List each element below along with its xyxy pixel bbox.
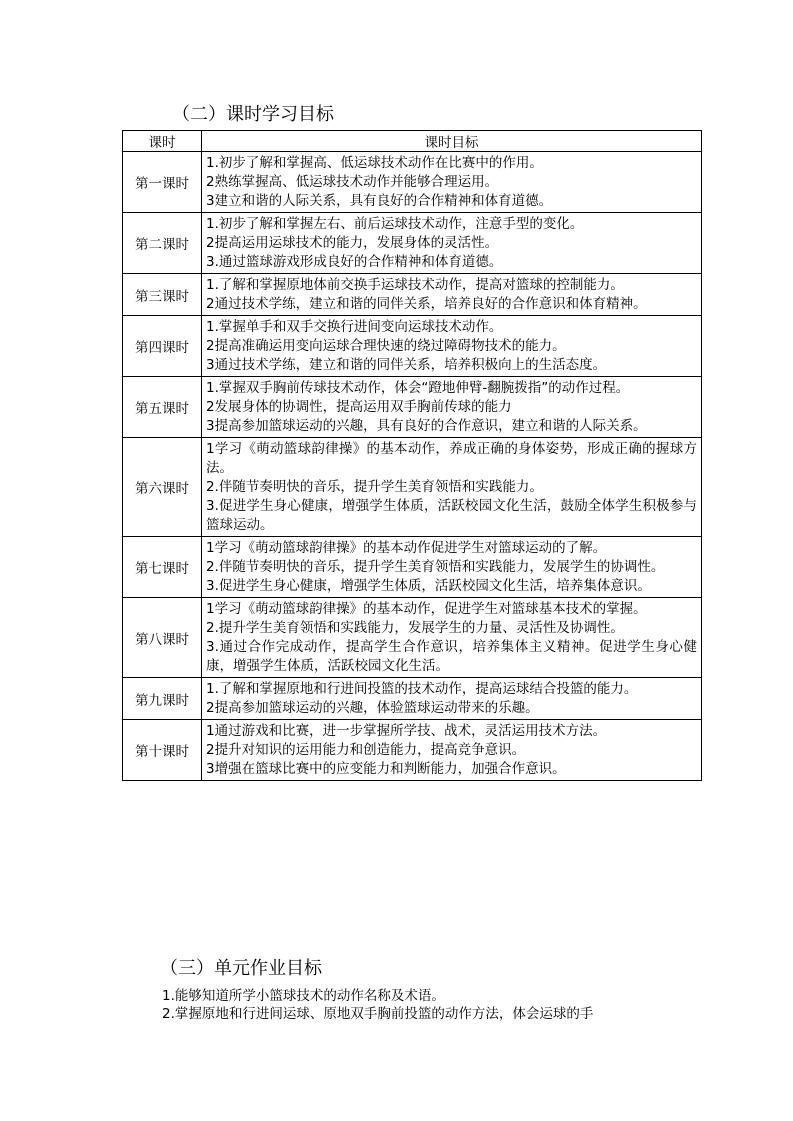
goal-item: 3通过技术学练，建立和谐的同伴关系，培养积极向上的生活态度。: [206, 357, 607, 373]
goal-item: 1通过游戏和比赛，进一步掌握所学技、战术，灵活运用技术方法。: [206, 723, 607, 739]
goal-item: 3提高参加篮球运动的兴趣，具有良好的合作意识，建立和谐的人际关系。: [206, 418, 647, 434]
goal-item: 3.通过合作完成动作，提高学生合作意识，培养集体主义精神。促进学生身心健康，增强学生体质，活跃校园文化生活。: [206, 639, 697, 674]
goal-item: 2提高参加篮球运动的兴趣，体验篮球运动带来的乐趣。: [206, 700, 539, 716]
goals-cell: [202, 213, 702, 274]
table-row: [123, 377, 702, 438]
goal-item: 3.促进学生身心健康，增强学生体质，活跃校园文化生活，培养集体意识。: [206, 578, 651, 594]
lesson-cell: 第二课时: [123, 213, 202, 274]
lesson-cell: 第一课时: [123, 152, 202, 213]
goals-cell: [202, 438, 702, 537]
table-row: [123, 720, 702, 781]
goal-item: 2提升对知识的运用能力和创造能力，提高竞争意识。: [206, 742, 526, 758]
goal-item: 2发展身体的协调性，提高运用双手胸前传球的能力: [206, 399, 512, 415]
lesson-cell: 第八课时: [123, 598, 202, 678]
goals-cell: [202, 377, 702, 438]
goals-cell: [202, 274, 702, 316]
table-row: [123, 316, 702, 377]
goal-item: 2提高运用运球技术的能力，发展身体的灵活性。: [206, 235, 499, 251]
header-lesson: 课时: [123, 131, 202, 152]
section-title-lesson-goals: （二）课时学习目标: [172, 104, 334, 125]
table-row: [123, 213, 702, 274]
lesson-cell: 第九课时: [123, 678, 202, 720]
goal-item: 3.促进学生身心健康，增强学生体质，活跃校园文化生活，鼓励全体学生积极参与篮球运动。: [206, 498, 697, 533]
lesson-cell: 第五课时: [123, 377, 202, 438]
table-row: [123, 537, 702, 598]
goal-item: 1学习《萌动篮球韵律操》的基本动作，促进学生对篮球基本技术的掌握。: [206, 601, 647, 617]
goal-item: 1.了解和掌握原地和行进间投篮的技术动作，提高运球结合投篮的能力。: [206, 681, 638, 697]
table-header-row: [123, 131, 702, 152]
table-row: [123, 438, 702, 537]
lesson-cell: 第六课时: [123, 438, 202, 537]
table-row: [123, 274, 702, 316]
goals-cell: [202, 316, 702, 377]
goals-cell: [202, 720, 702, 781]
table-row: [123, 152, 702, 213]
goal-item: 1.初步了解和掌握左右、前后运球技术动作，注意手型的变化。: [206, 216, 584, 232]
goal-item: 3建立和谐的人际关系，具有良好的合作精神和体育道德。: [206, 193, 553, 209]
goal-item: 2提高准确运用变向运球合理快速的绕过障碍物技术的能力。: [206, 338, 566, 354]
goal-item: 1.初步了解和掌握高、低运球技术动作在比赛中的作用。: [206, 155, 543, 171]
goal-item: 2通过技术学练，建立和谐的同伴关系，培养良好的合作意识和体育精神。: [206, 296, 647, 312]
lesson-cell: 第四课时: [123, 316, 202, 377]
goal-item: 1.掌握双手胸前传球技术动作，体会“蹬地伸臂-翻腕拨指”的动作过程。: [206, 380, 630, 396]
goals-cell: [202, 678, 702, 720]
goals-cell: [202, 598, 702, 678]
goal-item: 1学习《萌动篮球韵律操》的基本动作促进学生对篮球运动的了解。: [206, 540, 607, 556]
lesson-goals-table: [122, 130, 702, 781]
goal-item: 1.了解和掌握原地体前交换手运球技术动作，提高对篮球的控制能力。: [206, 277, 624, 293]
goal-item: 2.提升学生美育领悟和实践能力，发展学生的力量、灵活性及协调性。: [206, 620, 624, 636]
unit-goal-item: 1.能够知道所学小篮球技术的动作名称及术语。: [162, 988, 445, 1004]
header-goals: 课时目标: [202, 131, 702, 152]
goals-cell: [202, 537, 702, 598]
goal-item: 3增强在篮球比赛中的应变能力和判断能力，加强合作意识。: [206, 761, 566, 777]
lesson-cell: 第三课时: [123, 274, 202, 316]
goal-item: 2.伴随节奏明快的音乐，提升学生美育领悟和实践能力。: [206, 479, 543, 495]
section-title-unit-homework-goals: （三）单元作业目标: [160, 958, 322, 979]
table-row: [123, 678, 702, 720]
goal-item: 1学习《萌动篮球韵律操》的基本动作，养成正确的身体姿势，形成正确的握球方法。: [206, 441, 697, 476]
goal-item: 2.伴随节奏明快的音乐，提升学生美育领悟和实践能力，发展学生的协调性。: [206, 559, 665, 575]
goal-item: 3.通过篮球游戏形成良好的合作精神和体育道德。: [206, 254, 503, 270]
goal-item: 1.掌握单手和双手交换行进间变向运球技术动作。: [206, 319, 503, 335]
table-row: [123, 598, 702, 678]
lesson-cell: 第十课时: [123, 720, 202, 781]
unit-goal-item: 2.掌握原地和行进间运球、原地双手胸前投篮的动作方法，体会运球的手: [162, 1006, 594, 1022]
goals-cell: [202, 152, 702, 213]
goal-item: 2熟练掌握高、低运球技术动作并能够合理运用。: [206, 174, 499, 190]
lesson-cell: 第七课时: [123, 537, 202, 598]
